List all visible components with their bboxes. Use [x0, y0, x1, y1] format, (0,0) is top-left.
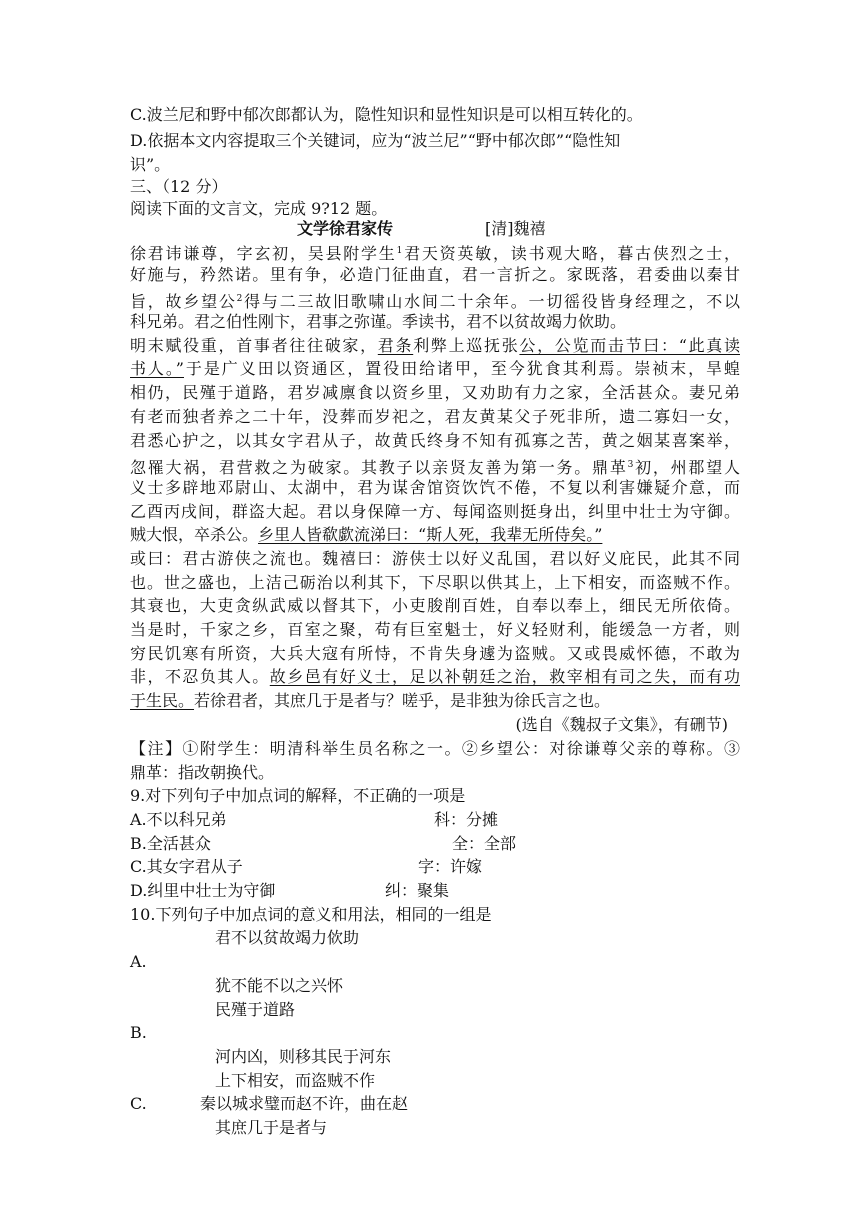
q9-option-a-explanation: 科：分摊	[434, 810, 499, 829]
passage-line: 也。世之盛也，上洁己砺治以利其下，下尽职以供其上，上下相安，而盗贼不作。	[130, 573, 740, 592]
q9-option-c: C.其女字君从子	[130, 857, 243, 876]
passage-line: 穷民饥寒有所资，大兵大寇有所恃，不肯失身遽为盗贼。又或畏威怀德，不敢为	[130, 644, 740, 663]
q10-b-sentence1: 民殣于道路	[215, 1000, 296, 1019]
passage-line: 乙酉丙戌间，群盗大起。君以身保障一方、每闻盗则挺身出，纠里中壮士为守御。	[130, 502, 740, 521]
passage-line: 当是时，千家之乡，百室之聚，苟有巨室魁士，好义轻财利，能缓急一方者，则	[130, 620, 740, 639]
q10-c-sentence2: 秦以城求璧而赵不许，曲在赵	[200, 1094, 409, 1113]
option-c-text: C.波兰尼和野中郁次郎都认为，隐性知识和显性知识是可以相互转化的。	[130, 105, 643, 124]
passage-line: 贼大恨，卒杀公。乡里人皆欷歔流涕曰：“斯人死，我辈无所侍矣。”	[130, 525, 603, 544]
passage-author: [清]魏禧	[485, 219, 546, 238]
passage-line: 非，不忍负其人。故乡邑有好义士，足以补朝廷之治，救宰相有司之失，而有功	[130, 667, 740, 686]
q9-option-b-explanation: 全：全部	[452, 834, 517, 853]
passage-line: 科兄弟。君之伯性刚卞，君事之弥谨。季读书，君不以贫故竭力佽助。	[130, 312, 627, 331]
section-instruction: 阅读下面的文言文，完成 9?12 题。	[130, 199, 388, 218]
q9-option-d: D.纠里中壮士为守御	[130, 881, 276, 900]
passage-line: 有老而独者养之二十年，没葬而岁祀之，君友黄某父子死非所，遗二寡妇一女，	[130, 407, 740, 426]
q9-option-c-explanation: 字：许嫁	[418, 857, 483, 876]
q9-option-a: A.不以科兄弟	[130, 810, 227, 829]
q9-stem: 9.对下列句子中加点词的解释，不正确的一项是	[130, 786, 466, 805]
option-d-text-line2: 识”。	[130, 155, 171, 174]
passage-line: 旨，故乡望公$^2$得与二三故旧歌啸山水间二十余年。一切徭役皆身经理之，不以	[130, 292, 740, 311]
notes-line1: 【注】①附学生：明清科举生员名称之一。②乡望公：对徐谦尊父亲的尊称。③	[130, 739, 740, 758]
section-heading: 三、（12 分）	[130, 177, 228, 196]
passage-line: 忽罹大祸，君营救之为破家。其教子以亲贤友善为第一务。鼎革$^3$初，州郡望人	[130, 458, 740, 477]
passage-line: 于生民。若徐君者，其庶几于是者与？嗟乎，是非独为徐氏言之也。	[130, 691, 611, 710]
q10-option-a-label: A.	[130, 952, 147, 971]
q10-b-sentence2: 河内凶，则移其民于河东	[215, 1047, 392, 1066]
q10-stem: 10.下列句子中加点词的意义和用法，相同的一组是	[130, 905, 492, 924]
passage-line: 相仍，民殣于道路，君岁减廪食以资乡里，又劝助有力之家，全活甚众。妻兄弟	[130, 383, 740, 402]
passage-title: 文学徐君家传	[297, 219, 394, 238]
passage-line: 或曰：君古游侠之流也。魏禧曰：游侠士以好义乱国，君以好义庇民，此其不同	[130, 549, 740, 568]
q9-option-b: B.全活甚众	[130, 834, 211, 853]
passage-line: 明末赋役重，首事者往往破家，君条利弊上巡抚张公，公览而击节曰：“此真读	[130, 336, 740, 355]
passage-source: (选自《魏叔子文集》，有硎节)	[515, 715, 728, 734]
q9-option-d-explanation: 纠：聚集	[385, 881, 450, 900]
q10-option-c-label: C.	[130, 1094, 147, 1113]
q10-d-sentence1: 其庶几于是者与	[215, 1118, 328, 1137]
option-d-text-line1: D.依据本文内容提取三个关键词，应为“波兰尼”“野中郁次郎”“隐性知	[130, 131, 621, 150]
notes-line2: 鼎革：指改朝换代。	[130, 763, 275, 782]
passage-line: 君悉心护之，以其女字君从子，故黄氏终身不知有孤寡之苦，黄之姻某喜案举，	[130, 431, 740, 450]
q10-option-b-label: B.	[130, 1023, 147, 1042]
passage-line: 书人。”于是广义田以资通区，置役田给诸甲，至今犹食其利焉。崇祯末，旱蝗	[130, 359, 740, 378]
q10-c-sentence1: 上下相安，而盗贼不作	[215, 1071, 376, 1090]
q10-a-sentence1: 君不以贫故竭力佽助	[215, 928, 360, 947]
passage-line: 义士多辟地邓尉山、太湖中，君为谋舍馆资饮饩不倦，不复以利害嫌疑介意，而	[130, 478, 740, 497]
passage-line: 其衰也，大吏贪纵武威以督其下，小吏朘削百姓，自奉以奉上，细民无所依倚。	[130, 596, 740, 615]
passage-line: 好施与，矜然诺。里有争，必造门征曲直，君一言折之。家既落，君委曲以秦甘	[130, 265, 740, 284]
q10-a-sentence2: 犹不能不以之兴怀	[215, 976, 344, 995]
passage-line: 徐君讳谦尊，字玄初，吴县附学生$^1$君天资英敏，读书观大略，暮古侠烈之士，	[130, 244, 740, 263]
